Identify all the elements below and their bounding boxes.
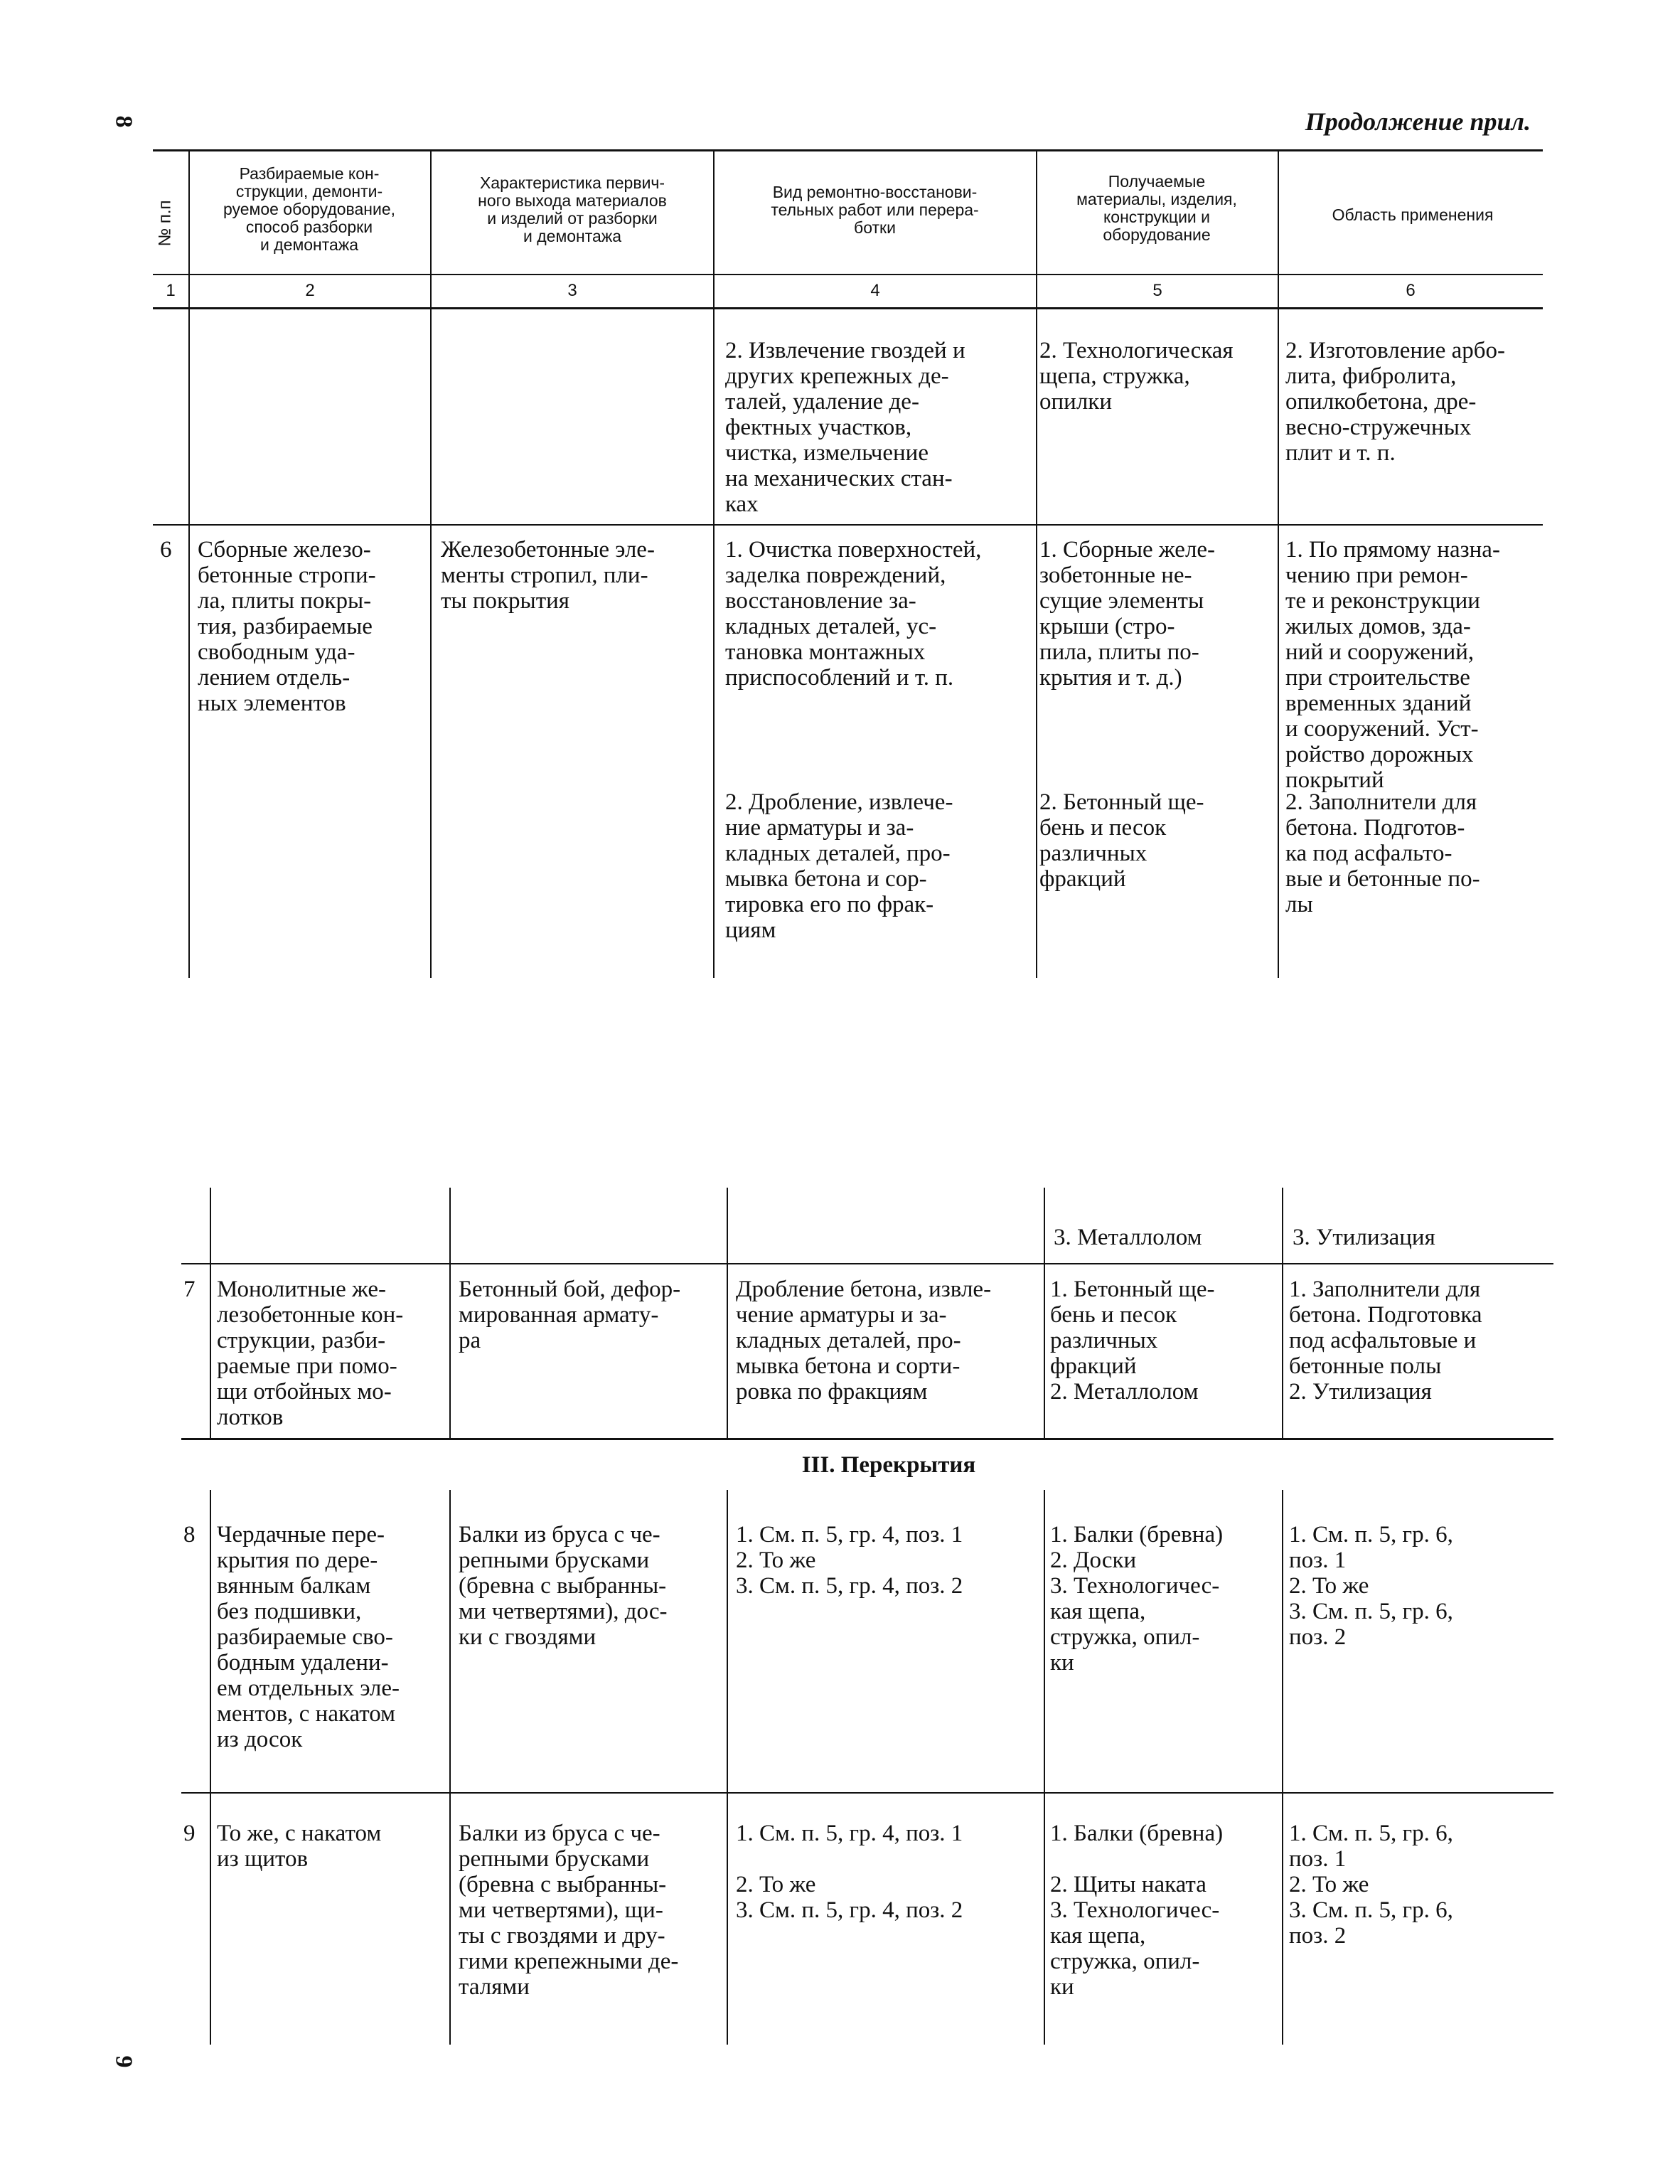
row-number: 6 [160,537,172,563]
row9-col3: Балки из бруса с че- репными брусками (бревна с выбранны- ми четвертями), щи- ты с гвоздями и дру- гими крепежными де- талями [459,1821,679,2000]
colnum-bottom-rule [153,307,1543,309]
header-col4: Вид ремонтно-восстанови- тельных работ или перера- ботки [771,183,979,237]
column-number: 2 [305,281,315,300]
row7-col5: 1. Бетонный ще- бень и песок различных фракций 2. Металлолом [1050,1277,1215,1405]
row9-col5: 1. Балки (бревна) 2. Щиты наката 3. Технологичес- кая щепа, стружка, опил- ки [1050,1821,1224,2000]
row7-col3: Бетонный бой, дефор- мированная армату- ра [459,1277,681,1353]
body-divider [1044,1188,1045,1440]
column-number: 3 [567,281,577,300]
header-col2: Разбираемые кон- струкции, демонти- руемое оборудование, способ разборки и демонтажа [223,164,396,254]
row9-col4: 1. См. п. 5, гр. 4, поз. 1 2. То же 3. См. п. 5, гр. 4, поз. 2 [736,1821,963,1923]
row6-col2: Сборные железо- бетонные стропи- ла, плиты покры- тия, разбираемые свободным уда- лением отдель- ных элементов [198,537,376,716]
body-divider [1036,309,1037,978]
row6-col5-item2: 2. Бетонный ще- бень и песок различных фракций [1039,789,1204,892]
row-number: 7 [183,1277,196,1302]
row6-col6-item2: 2. Заполнители для бетона. Подготов- ка под асфальто- вые и бетонные по- лы [1285,789,1480,917]
running-title: Продолжение прил. [1305,107,1531,136]
row6-col4-item1: 1. Очистка поверхностей, заделка повреждений, восстановление за- кладных деталей, ус- тановка монтажных приспособлений и т. п. [725,537,982,691]
table-top-rule [153,149,1543,151]
body-divider [1044,1490,1045,2045]
row-separator [181,1263,1553,1264]
row7-col6: 1. Заполнители для бетона. Подготовка под асфальтовые и бетонные полы 2. Утилизация [1289,1277,1482,1405]
section-rule [181,1438,1553,1440]
body-divider [210,1188,211,1440]
body-divider [1282,1188,1283,1440]
row8-col5: 1. Балки (бревна) 2. Доски 3. Технологичес- кая щепа, стружка, опил- ки [1050,1522,1224,1676]
body-divider [449,1188,451,1440]
column-number: 5 [1152,281,1162,300]
cont-row-col4: 2. Извлечение гвоздей и других крепежных де- талей, удаление де- фектных участков, чистка, измельчение на механических стан- ках [725,338,965,517]
body-divider [210,1490,211,2045]
section-title: III. Перекрытия [801,1452,976,1478]
header-col3: Характеристика первич- ного выхода материалов и изделий от разборки и демонтажа [478,174,667,245]
header-col5: Получаемые материалы, изделия, конструкции и оборудование [1076,172,1237,244]
body-divider [727,1188,728,1440]
cont-row-col6: 2. Изготовление арбо- лита, фибролита, опилкобетона, дре- весно-стружечных плит и т. п. [1285,338,1506,466]
row-separator [181,1792,1553,1794]
page-number-top: 8 [110,115,137,128]
header-col1: № п.п [155,200,175,247]
row7-col4: Дробление бетона, извле- чение арматуры и за- кладных деталей, про- мывка бетона и сорти- ровка по фракциям [736,1277,992,1405]
cont-row-col5: 2. Технологическая щепа, стружка, опилки [1039,338,1234,415]
body-divider [727,1490,728,2045]
body-divider [188,309,190,978]
row9-col6: 1. См. п. 5, гр. 6, поз. 1 2. То же 3. См. п. 5, гр. 6, поз. 2 [1289,1821,1453,1949]
body-divider [430,309,432,978]
row6-col3: Железобетонные эле- менты стропил, пли- ты покрытия [441,537,655,614]
cont-b-col6: 3. Утилизация [1293,1225,1435,1250]
body-divider [1282,1490,1283,2045]
header-bottom-rule [153,274,1543,275]
header-col6: Область применения [1332,206,1494,224]
row8-col4: 1. См. п. 5, гр. 4, поз. 1 2. То же 3. См. п. 5, гр. 4, поз. 2 [736,1522,963,1599]
row6-col5-item1: 1. Сборные желе- зобетонные не- сущие элементы крыши (стро- пила, плиты по- крытия и т. д.) [1039,537,1216,691]
cont-b-col5: 3. Металлолом [1054,1225,1202,1250]
row8-col6: 1. См. п. 5, гр. 6, поз. 1 2. То же 3. См. п. 5, гр. 6, поз. 2 [1289,1522,1453,1650]
row6-col4-item2: 2. Дробление, извлече- ние арматуры и за- кладных деталей, про- мывка бетона и сор- тировка его по фрак- циям [725,789,953,943]
body-divider [449,1490,451,2045]
page-number-bottom: 9 [110,2055,137,2068]
row-number: 8 [183,1522,196,1548]
row-separator [153,524,1543,526]
column-number: 6 [1406,281,1416,300]
body-divider [1278,309,1279,978]
column-number: 1 [166,281,176,300]
row6-col6-item1: 1. По прямому назна- чению при ремон- те и реконструкции жилых домов, зда- ний и сооружений, при строительстве временных зданий и сооружений. Уст- ройство дорожных покрытий [1285,537,1500,793]
row7-col2: Монолитные же- лезобетонные кон- струкции, разби- раемые при помо- щи отбойных мо- лотков [217,1277,404,1430]
body-divider [713,309,715,978]
row-number: 9 [183,1821,196,1846]
column-number: 4 [870,281,880,300]
row8-col2: Чердачные пере- крытия по дере- вянным балкам без подшивки, разбираемые сво- бодным удалени- ем отдельных эле- ментов, с накатом из досок [217,1522,400,1752]
row8-col3: Балки из бруса с че- репными брусками (бревна с выбранны- ми четвертями), дос- ки с гвоздями [459,1522,668,1650]
row9-col2: То же, с накатом из щитов [217,1821,382,1872]
